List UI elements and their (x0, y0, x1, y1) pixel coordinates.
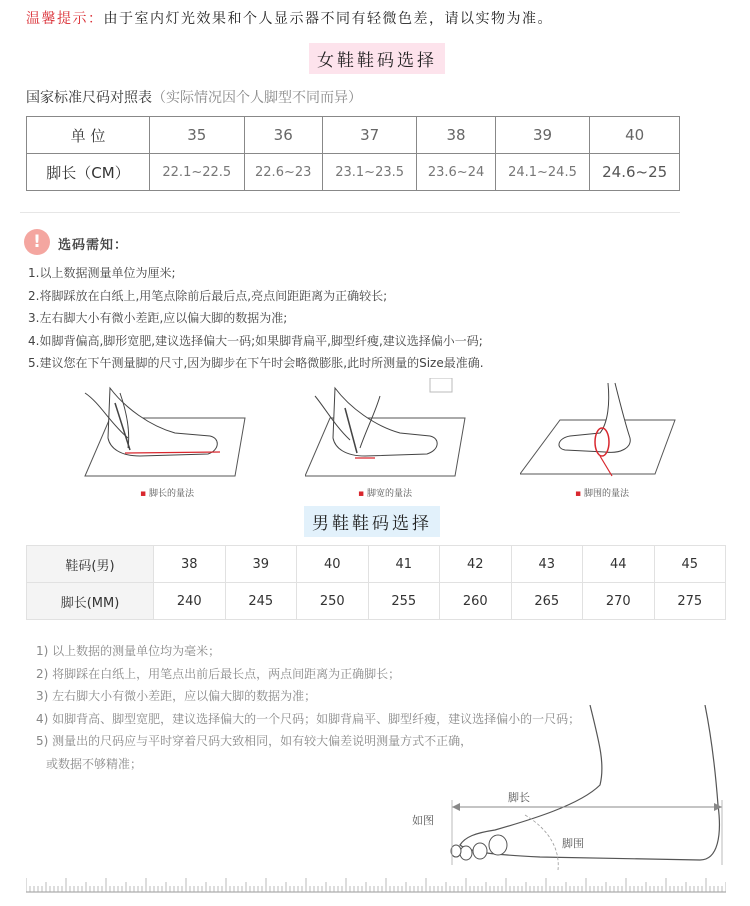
table-cell: 245 (225, 583, 297, 620)
diagram-girth-label: 脚围 (562, 837, 584, 850)
women-size-banner: 女鞋鞋码选择 (309, 43, 445, 74)
sizing-notice-title: 选码需知： (58, 238, 129, 253)
illustration-caption: ▪ 脚宽的量法 (358, 486, 412, 499)
table-cell: 260 (440, 583, 512, 620)
foot-girth-measure-illustration (520, 378, 680, 483)
table-cell: 37 (322, 117, 417, 154)
table-cell: 36 (244, 117, 322, 154)
row-header: 单 位 (27, 117, 150, 154)
ruler-icon (26, 875, 726, 893)
list-item: 2.将脚踩放在白纸上,用笔点除前后最后点,亮点间距距离为正确较长; (28, 288, 388, 303)
list-item: 1) 以上数据的测量单位均为毫米； (36, 644, 221, 658)
men-size-table (26, 545, 726, 620)
foot-length-measure-illustration (80, 378, 250, 483)
list-item: 或数据不够精准； (46, 756, 143, 771)
notice-label: 温馨提示： (26, 11, 104, 27)
table-cell: 22.1~22.5 (150, 154, 245, 191)
list-item: 2) 将脚踩在白纸上，用笔点出前后最长点，两点间距离为正确脚长； (36, 666, 401, 681)
table-row (27, 583, 726, 620)
women-sizing-rules (28, 262, 484, 375)
table-row (27, 546, 726, 583)
table-cell: 42 (440, 546, 512, 583)
exclamation-icon: ! (24, 229, 50, 255)
table-cell: 40 (297, 546, 369, 583)
foot-width-measure-illustration (305, 378, 470, 483)
list-item: 4) 如脚背高、脚型宽肥，建议选择偏大的一个尺码；如脚背扁平、脚型纤瘦，建议选择偏小的一尺码； (36, 711, 581, 726)
table-cell: 240 (154, 583, 226, 620)
table-cell: 24.1~24.5 (495, 154, 590, 191)
row-header: 脚长(MM) (27, 583, 154, 620)
list-item: 3) 左右脚大小有微小差距，应以偏大脚的数据为准； (36, 689, 317, 703)
list-item: 1.以上数据测量单位为厘米; (28, 266, 176, 280)
table-cell: 41 (368, 546, 440, 583)
illustration-caption: ▪ 脚围的量法 (575, 486, 629, 499)
illustration-caption: ▪ 脚长的量法 (140, 486, 194, 499)
table-title-note: （实际情况因个人脚型不同而异） (152, 90, 362, 106)
divider (20, 212, 680, 213)
table-cell: 38 (154, 546, 226, 583)
table-cell: 40 (590, 117, 680, 154)
women-table-title (26, 87, 362, 107)
row-header: 鞋码(男) (27, 546, 154, 583)
table-cell: 38 (417, 117, 495, 154)
table-cell: 24.6~25 (590, 154, 680, 191)
table-cell: 265 (511, 583, 583, 620)
table-row (27, 117, 680, 154)
list-item: 3.左右脚大小有微小差距,应以偏大脚的数据为准; (28, 311, 288, 325)
list-item: 4.如脚背偏高,脚形宽肥,建议选择偏大一码;如果脚背扁平,脚型纤瘦,建议选择偏小一码; (28, 333, 483, 348)
table-cell: 23.6~24 (417, 154, 495, 191)
table-cell: 39 (225, 546, 297, 583)
notice-text: 由于室内灯光效果和个人显示器不同有轻微色差，请以实物为准。 (103, 11, 553, 27)
diagram-legend-label: 如图 (412, 814, 434, 827)
table-cell: 22.6~23 (244, 154, 322, 191)
table-title-text: 国家标准尺码对照表 (26, 90, 152, 106)
table-cell: 45 (654, 546, 726, 583)
table-cell: 250 (297, 583, 369, 620)
table-cell: 270 (583, 583, 655, 620)
table-cell: 39 (495, 117, 590, 154)
notice (26, 8, 553, 28)
table-cell: 275 (654, 583, 726, 620)
table-cell: 255 (368, 583, 440, 620)
men-sizing-rules (36, 640, 580, 775)
women-size-table (26, 116, 680, 191)
men-size-banner: 男鞋鞋码选择 (304, 506, 440, 537)
table-cell: 35 (150, 117, 245, 154)
diagram-length-label: 脚长 (508, 791, 530, 804)
table-cell: 23.1~23.5 (322, 154, 417, 191)
table-cell: 44 (583, 546, 655, 583)
table-row (27, 154, 680, 191)
row-header: 脚长（CM） (27, 154, 150, 191)
list-item: 5.建议您在下午测量脚的尺寸,因为脚步在下午时会略微膨胀,此时所测量的Size最准确. (28, 356, 484, 370)
list-item: 5) 测量出的尺码应与平时穿着尺码大致相同，如有较大偏差说明测量方式不正确， (36, 734, 473, 748)
table-cell: 43 (511, 546, 583, 583)
